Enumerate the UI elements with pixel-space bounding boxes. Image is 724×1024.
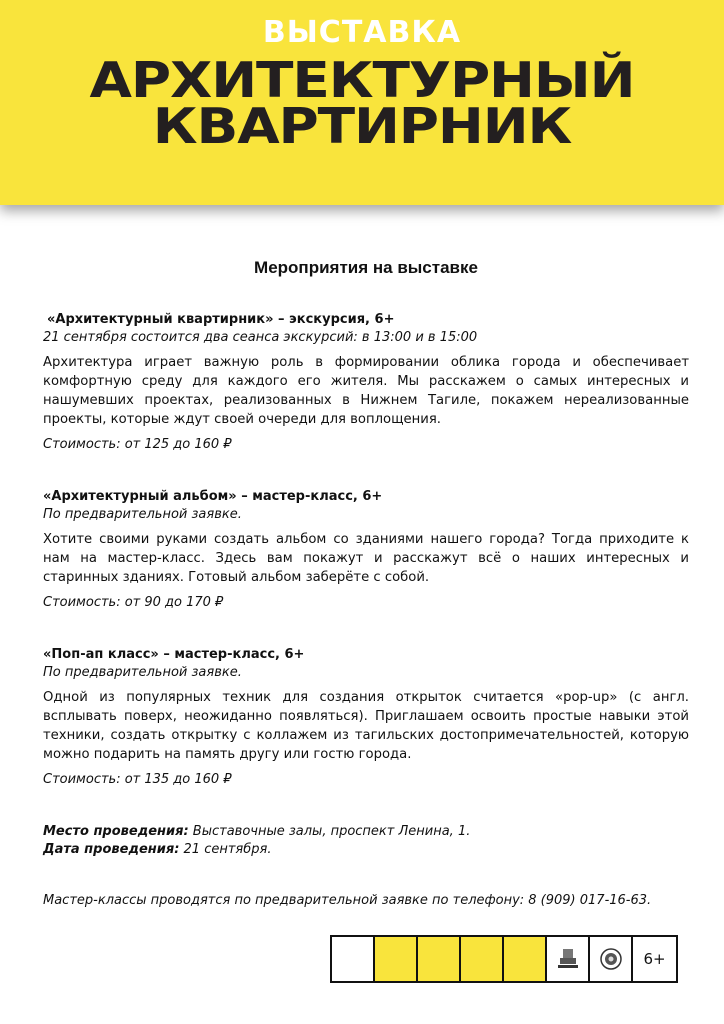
age-rating: 6+: [643, 950, 666, 968]
event-info: [43, 823, 689, 859]
main-content: [43, 258, 689, 908]
event-note: По предварительной заявке.: [43, 665, 242, 680]
event-note: 21 сентября состоится два сеанса экскурсий: в 13:00 и в 15:00: [43, 330, 478, 345]
strip-cell-yellow: [375, 937, 418, 981]
event-price: Стоимость: от 90 до 170 ₽: [43, 595, 224, 610]
event-description: Хотите своими руками создать альбом со зданиями нашего города? Тогда приходите к нам на мастер-класс. Здесь вам покажут и расскажут всё о наших интересных и старинных зданиях. Готовый альбом заберёте с собой.: [43, 532, 689, 585]
event-price: Стоимость: от 125 до 160 ₽: [43, 437, 232, 452]
venue-line: [43, 823, 689, 841]
museum-logo-icon: [547, 937, 590, 981]
strip-cell-yellow: [418, 937, 461, 981]
event-description: Архитектура играет важную роль в формировании облика города и обеспечивает комфортную среду для каждого его жителя. Мы расскажем о самых интересных и нашумевших проектах, реализованных в Нижнем Тагиле, покажем нереализованные проекты, которые ждут своей очереди для воплощения.: [43, 355, 689, 427]
strip-cell-yellow: [504, 937, 547, 981]
booking-footnote: Мастер-классы проводятся по предварительной заявке по телефону: 8 (909) 017-16-63.: [43, 893, 652, 908]
venue-value: Выставочные залы, проспект Ленина, 1.: [188, 824, 471, 839]
age-rating-badge: [633, 937, 676, 981]
date-value: 21 сентября.: [179, 842, 272, 857]
header-banner: [0, 0, 724, 205]
venue-label: Место проведения:: [43, 824, 189, 839]
emblem-icon: [590, 937, 633, 981]
banner-title: [0, 52, 724, 155]
banner-subtitle: ВЫСТАВКА: [262, 15, 462, 50]
event-title: «Поп-ап класс» – мастер-класс, 6+: [43, 647, 305, 662]
event-excursion: [43, 311, 689, 454]
banner-title-line1: АРХИТЕКТУРНЫЙ: [89, 52, 635, 109]
date-line: [43, 841, 689, 859]
banner-title-line2: КВАРТИРНИК: [152, 98, 572, 155]
event-title: «Архитектурный альбом» – мастер-класс, 6+: [43, 489, 383, 504]
event-note: По предварительной заявке.: [43, 507, 242, 522]
strip-cell-blank: [332, 937, 375, 981]
page-heading: Мероприятия на выставке: [254, 258, 478, 277]
footer-strip: [330, 935, 678, 983]
date-label: Дата проведения:: [43, 842, 180, 857]
event-title: «Архитектурный квартирник» – экскурсия, 6+: [47, 312, 395, 327]
event-description: Одной из популярных техник для создания открыток считается «pop-up» (с англ. всплывать поверх, неожиданно появляться). Приглашаем освоить простые навыки этой техники, создать открытку с коллажем из тагильских достопримечательностей, которую можно подарить на память другу или гостю города.: [43, 690, 689, 762]
event-popup: [43, 646, 689, 789]
event-album: [43, 488, 689, 612]
strip-cell-yellow: [461, 937, 504, 981]
event-price: Стоимость: от 135 до 160 ₽: [43, 772, 232, 787]
